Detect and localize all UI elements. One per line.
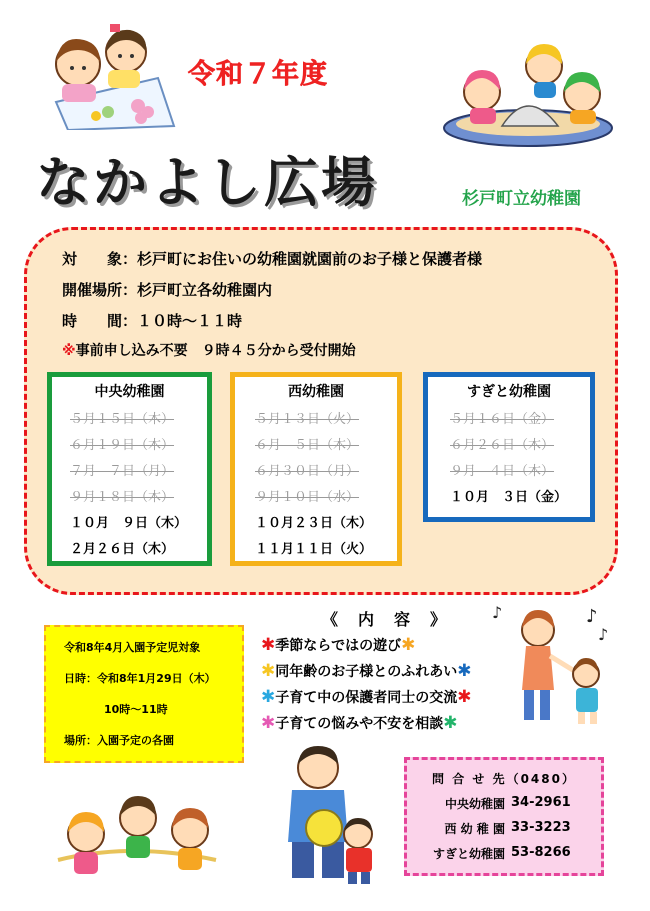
date-item: ７月 ７日（月） bbox=[70, 464, 175, 479]
mother-and-child-dancing-icon bbox=[490, 600, 620, 728]
star-icon: ✱ bbox=[261, 687, 276, 707]
svg-text:♪: ♪ bbox=[492, 603, 503, 622]
note-text: 事前申し込み不要 ９時４５分から受付開始 bbox=[75, 343, 356, 359]
date-item: ６月 ５日（木） bbox=[255, 438, 360, 453]
target-value: 杉戸町にお住いの幼稚園就園前のお子様と保護者様 bbox=[137, 250, 483, 268]
svg-text:♪: ♪ bbox=[586, 606, 598, 627]
contact-label: 西 幼 稚 園 bbox=[444, 822, 505, 836]
star-icon: ✱ bbox=[401, 635, 416, 655]
note-mark: ※ bbox=[62, 343, 76, 359]
notice-target: 令和8年4月入園予定児対象 bbox=[64, 641, 201, 654]
children-playing-tug-of-war-icon bbox=[52, 790, 222, 886]
school-name: 西幼稚園 bbox=[288, 384, 344, 400]
children-in-sandbox-icon bbox=[442, 36, 614, 148]
contact-phone[interactable]: 34-2961 bbox=[511, 795, 571, 810]
contact-row bbox=[407, 845, 601, 870]
time-line bbox=[62, 310, 242, 331]
contact-row bbox=[407, 795, 601, 820]
content-item: ✱同年齢のお子様とのふれあい✱ bbox=[261, 661, 472, 681]
date-item: ５月１５日（木） bbox=[70, 412, 175, 427]
star-icon: ✱ bbox=[261, 635, 276, 655]
date-item: １１月１１日（火） bbox=[255, 542, 373, 557]
venue-line bbox=[62, 279, 272, 300]
venue-label: 開催場所： bbox=[62, 281, 138, 299]
star-icon: ✱ bbox=[457, 661, 472, 681]
venue-value: 杉戸町立各幼稚園内 bbox=[137, 281, 273, 299]
date-item: １０月 ９日（木） bbox=[70, 516, 188, 531]
year-title: 令和７年度 bbox=[188, 59, 328, 90]
date-item: １０月 ３日（金） bbox=[450, 490, 568, 505]
date-item: １０月２３日（木） bbox=[255, 516, 373, 531]
date-item: ９月１８日（木） bbox=[70, 490, 175, 505]
content-item: ✱季節ならではの遊び✱ bbox=[261, 635, 416, 655]
date-item: ２月２６日（木） bbox=[70, 542, 175, 557]
date-item: ９月１０日（水） bbox=[255, 490, 360, 505]
contact-panel bbox=[404, 757, 604, 876]
content-heading: 《 内 容 》 bbox=[322, 610, 449, 629]
organizer-name: 杉戸町立幼稚園 bbox=[462, 189, 581, 209]
contact-label: 中央幼稚園 bbox=[444, 797, 505, 811]
schedule-chuo bbox=[47, 372, 212, 566]
date-item: ５月１３日（火） bbox=[255, 412, 360, 427]
entrance-notice bbox=[44, 625, 244, 763]
target-label: 対 象： bbox=[62, 250, 138, 268]
contact-phone[interactable]: 33-3223 bbox=[511, 820, 571, 835]
contact-row bbox=[407, 820, 601, 845]
date-item: ６月１９日（木） bbox=[70, 438, 175, 453]
contact-title: 問 合 せ 先（0480） bbox=[432, 772, 576, 786]
star-icon: ✱ bbox=[457, 687, 472, 707]
svg-text:♪: ♪ bbox=[598, 625, 609, 644]
date-item: ６月３０日（月） bbox=[255, 464, 360, 479]
father-and-child-playing-ball-icon bbox=[262, 742, 386, 886]
target-line bbox=[62, 248, 482, 269]
school-name: 中央幼稚園 bbox=[94, 384, 165, 400]
time-value: １０時～１１時 bbox=[137, 312, 243, 330]
notice-place: 場所：入園予定の各園 bbox=[64, 734, 174, 747]
schedule-nishi bbox=[230, 372, 402, 566]
time-label: 時 間： bbox=[62, 312, 138, 330]
notice-datetime: 日時：令和8年1月29日（木） bbox=[64, 672, 216, 685]
notice-time: 10時～11時 bbox=[104, 703, 168, 716]
date-item: ５月１６日（金） bbox=[450, 412, 555, 427]
star-icon: ✱ bbox=[261, 713, 276, 733]
date-item: ６月２６日（木） bbox=[450, 438, 555, 453]
content-item: ✱子育て中の保護者同士の交流✱ bbox=[261, 687, 472, 707]
children-drawing-flowers-icon bbox=[38, 22, 178, 130]
page-title: なかよし広場 bbox=[36, 151, 378, 214]
contact-label: すぎと幼稚園 bbox=[432, 847, 505, 861]
registration-note bbox=[62, 340, 356, 360]
contact-phone[interactable]: 53-8266 bbox=[511, 845, 571, 860]
date-item: ９月 ４日（木） bbox=[450, 464, 555, 479]
schedule-sugito bbox=[423, 372, 595, 522]
star-icon: ✱ bbox=[443, 713, 458, 733]
content-item: ✱子育ての悩みや不安を相談✱ bbox=[261, 713, 458, 733]
school-name: すぎと幼稚園 bbox=[467, 384, 551, 400]
star-icon: ✱ bbox=[261, 661, 276, 681]
